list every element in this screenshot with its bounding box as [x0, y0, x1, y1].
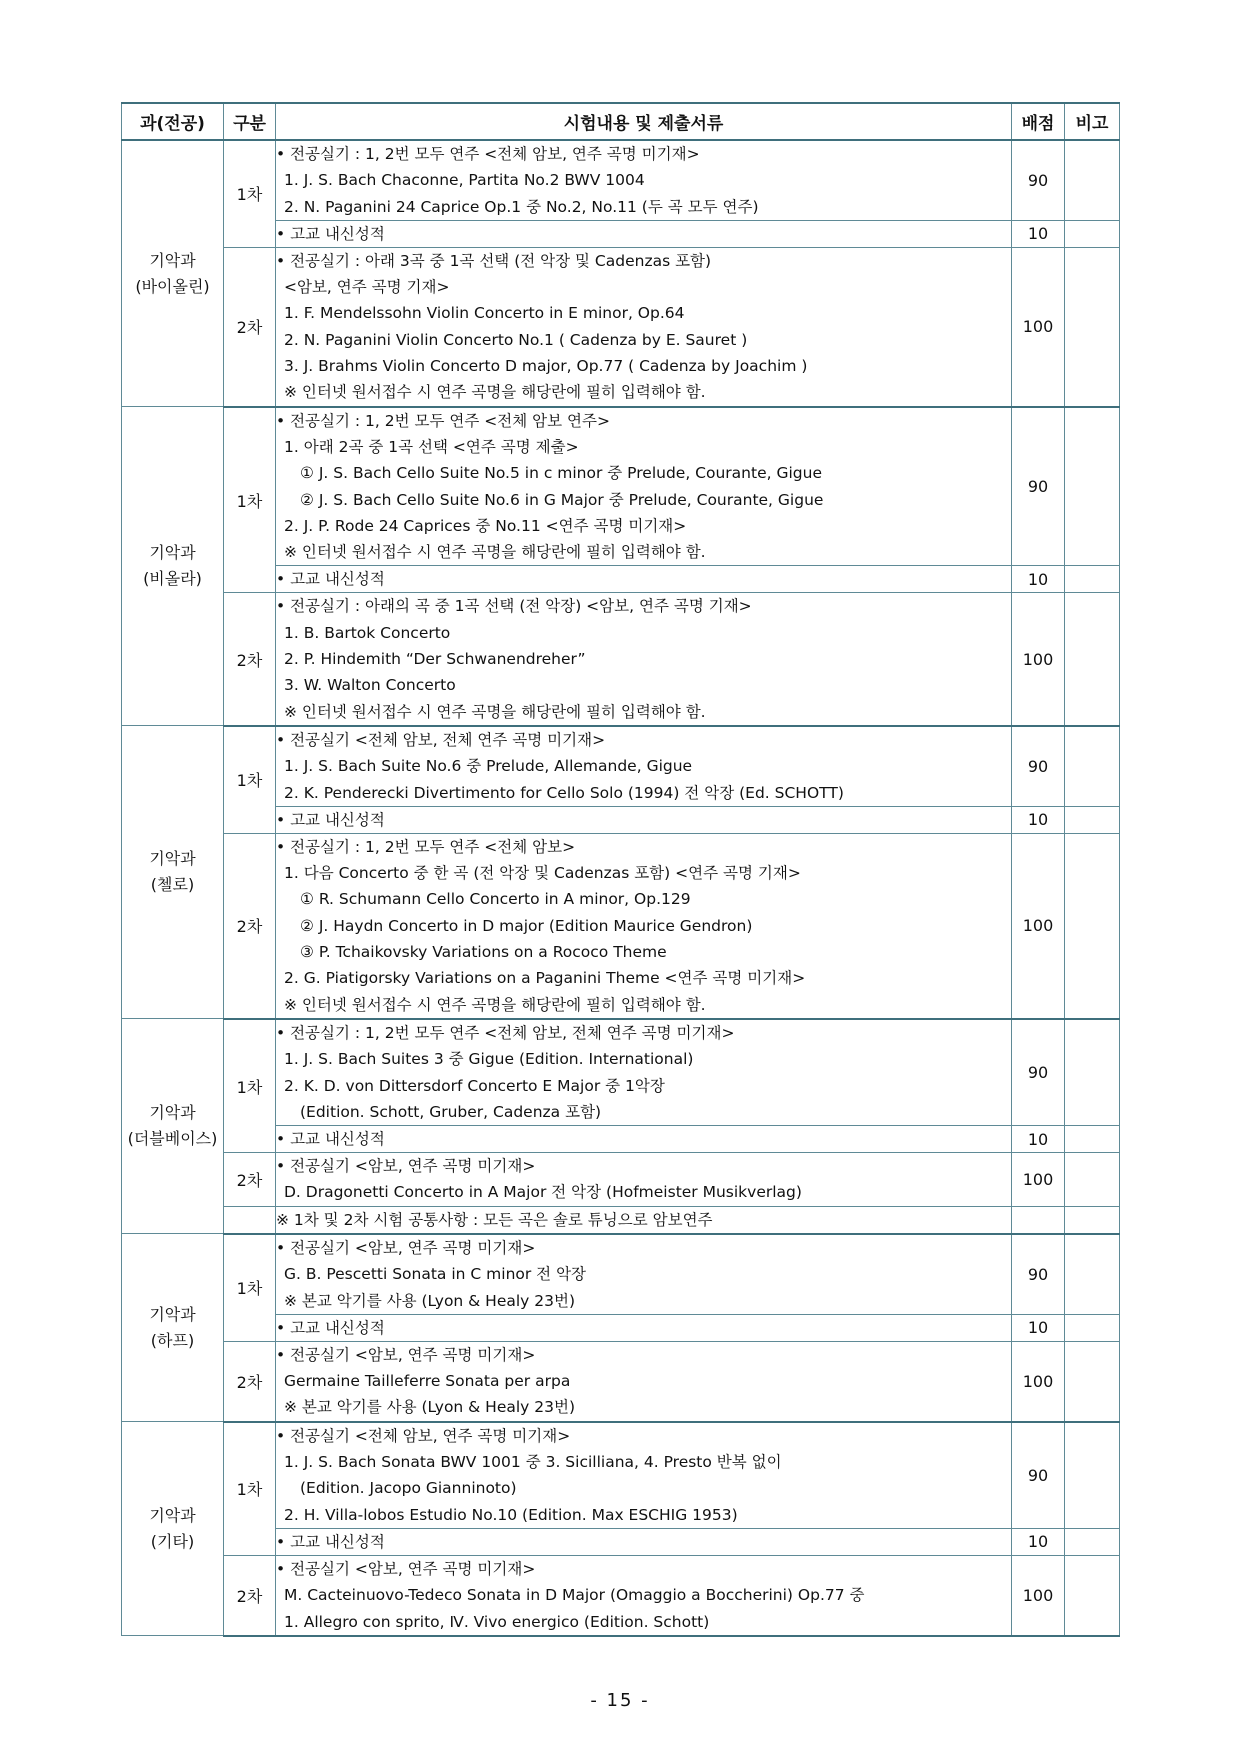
score-cell: 100 — [1012, 593, 1065, 726]
score-cell — [1012, 1206, 1065, 1234]
dept-label: (비올라) — [143, 569, 202, 589]
table-row — [122, 140, 1120, 220]
stage-cell — [224, 1206, 276, 1234]
content-line: ※ 본교 악기를 사용 (Lyon & Healy 23번) — [284, 1398, 576, 1417]
dept-label: (바이올린) — [135, 276, 210, 296]
score-cell: 10 — [1012, 220, 1065, 247]
stage-cell: 2차 — [224, 833, 276, 1019]
content-line: ※ 인터넷 원서접수 시 연주 곡명을 해당란에 필히 입력해야 함. — [284, 543, 706, 562]
content-line: ② J. S. Bach Cello Suite No.6 in G Major 중 Prelude, Courante, Gigue — [300, 490, 824, 509]
content-line: • 고교 내신성적 — [276, 810, 385, 829]
score-cell: 10 — [1012, 806, 1065, 833]
content-line: • 고교 내신성적 — [276, 1532, 385, 1551]
content-line: 2. N. Paganini 24 Caprice Op.1 중 No.2, No.11 (두 곡 모두 연주) — [284, 197, 759, 216]
content-line: D. Dragonetti Concerto in A Major 전 악장 (Hofmeister Musikverlag) — [284, 1183, 802, 1202]
content-line: 1. 아래 2곡 중 1곡 선택 <연주 곡명 제출> — [284, 437, 579, 456]
content-line: (Edition. Jacopo Gianninoto) — [300, 1479, 517, 1498]
content-cell — [276, 247, 1012, 406]
note-cell — [1065, 1555, 1120, 1635]
content-cell — [276, 1341, 1012, 1421]
content-line: • 고교 내신성적 — [276, 1130, 385, 1149]
content-line: 2. G. Piatigorsky Variations on a Paganini Theme <연주 곡명 미기재> — [284, 969, 806, 988]
dept-cell — [122, 726, 224, 1019]
dept-label: (첼로) — [150, 875, 195, 895]
table-row — [122, 593, 1120, 726]
content-cell — [276, 140, 1012, 220]
score-cell: 90 — [1012, 1234, 1065, 1314]
note-cell — [1065, 1314, 1120, 1341]
content-line: 2. N. Paganini Violin Concerto No.1 ( Cadenza by E. Sauret ) — [284, 330, 748, 349]
content-cell — [276, 833, 1012, 1019]
content-line: • 전공실기 <전체 암보, 전체 연주 곡명 미기재> — [276, 730, 606, 749]
dept-cell — [122, 1019, 224, 1234]
dept-label: (기타) — [150, 1531, 195, 1551]
table-row — [122, 1153, 1120, 1207]
stage-cell: 2차 — [224, 1341, 276, 1421]
header-note: 비고 — [1065, 103, 1120, 140]
dept-label: (더블베이스) — [127, 1129, 218, 1149]
content-cell — [276, 593, 1012, 726]
content-line: ※ 1차 및 2차 시험 공통사항 : 모든 곡은 솔로 튜닝으로 암보연주 — [276, 1210, 713, 1229]
content-line: Germaine Tailleferre Sonata per arpa — [284, 1372, 571, 1391]
content-line: • 전공실기 <암보, 연주 곡명 미기재> — [276, 1345, 536, 1364]
table-row — [122, 407, 1120, 566]
score-cell: 10 — [1012, 566, 1065, 593]
dept-label: 기악과 — [149, 1304, 196, 1324]
note-cell — [1065, 593, 1120, 726]
content-line: 3. J. Brahms Violin Concerto D major, Op.77 ( Cadenza by Joachim ) — [284, 357, 808, 376]
content-cell — [276, 1153, 1012, 1207]
content-line: • 전공실기 <암보, 연주 곡명 미기재> — [276, 1559, 536, 1578]
note-cell — [1065, 247, 1120, 406]
note-cell — [1065, 566, 1120, 593]
note-cell — [1065, 833, 1120, 1019]
table-body — [122, 140, 1120, 1636]
content-line: • 전공실기 : 1, 2번 모두 연주 <전체 암보, 전체 연주 곡명 미기재> — [276, 1023, 735, 1042]
dept-cell — [122, 1234, 224, 1422]
content-line: • 전공실기 : 1, 2번 모두 연주 <전체 암보, 연주 곡명 미기재> — [276, 145, 700, 163]
content-cell — [276, 806, 1012, 833]
stage-cell: 2차 — [224, 1153, 276, 1207]
content-line: 2. K. Penderecki Divertimento for Cello Solo (1994) 전 악장 (Ed. SCHOTT) — [284, 783, 844, 802]
score-cell: 10 — [1012, 1126, 1065, 1153]
header-dept: 과(전공) — [122, 103, 224, 140]
stage-cell: 1차 — [224, 726, 276, 833]
content-cell — [276, 1234, 1012, 1314]
stage-cell: 1차 — [224, 140, 276, 247]
content-line: • 전공실기 <암보, 연주 곡명 미기재> — [276, 1238, 536, 1257]
note-cell — [1065, 1234, 1120, 1314]
content-line: (Edition. Schott, Gruber, Cadenza 포함) — [300, 1102, 602, 1121]
content-line: M. Cacteinuovo-Tedeco Sonata in D Major (Omaggio a Boccherini) Op.77 중 — [284, 1586, 865, 1605]
table-row — [122, 726, 1120, 806]
content-cell — [276, 1555, 1012, 1635]
stage-cell: 2차 — [224, 247, 276, 406]
score-cell: 100 — [1012, 1153, 1065, 1207]
stage-cell: 1차 — [224, 1422, 276, 1556]
table-row — [122, 247, 1120, 406]
content-cell — [276, 1422, 1012, 1529]
content-line: • 전공실기 : 아래 3곡 중 1곡 선택 (전 악장 및 Cadenzas 포함) — [276, 251, 712, 270]
content-cell — [276, 726, 1012, 806]
score-cell: 10 — [1012, 1528, 1065, 1555]
content-line: 1. J. S. Bach Suite No.6 중 Prelude, Allemande, Gigue — [284, 757, 693, 776]
score-cell: 90 — [1012, 726, 1065, 806]
stage-cell: 2차 — [224, 593, 276, 726]
table-row — [122, 833, 1120, 1019]
dept-label: 기악과 — [149, 543, 196, 563]
content-line: G. B. Pescetti Sonata in C minor 전 악장 — [284, 1265, 587, 1284]
content-line: 1. Allegro con sprito, Ⅳ. Vivo energico (Edition. Schott) — [284, 1612, 710, 1631]
dept-cell — [122, 1422, 224, 1636]
content-cell — [276, 1206, 1012, 1234]
score-cell: 90 — [1012, 1019, 1065, 1126]
content-line: 2. K. D. von Dittersdorf Concerto E Major 중 1악장 — [284, 1076, 665, 1095]
header-content: 시험내용 및 제출서류 — [276, 103, 1012, 140]
note-cell — [1065, 140, 1120, 220]
content-line: 1. F. Mendelssohn Violin Concerto in E minor, Op.64 — [284, 304, 685, 323]
dept-label: 기악과 — [149, 250, 196, 270]
score-cell: 100 — [1012, 833, 1065, 1019]
content-line: ※ 인터넷 원서접수 시 연주 곡명을 해당란에 필히 입력해야 함. — [284, 702, 706, 721]
content-line: <암보, 연주 곡명 기재> — [284, 278, 450, 297]
stage-cell: 1차 — [224, 1234, 276, 1341]
content-cell — [276, 1126, 1012, 1153]
content-line: 1. J. S. Bach Chaconne, Partita No.2 BWV 1004 — [284, 171, 645, 190]
dept-cell — [122, 407, 224, 726]
score-cell: 100 — [1012, 1555, 1065, 1635]
content-line: ③ P. Tchaikovsky Variations on a Rococo Theme — [300, 943, 667, 962]
note-cell — [1065, 407, 1120, 566]
content-line: ※ 인터넷 원서접수 시 연주 곡명을 해당란에 필히 입력해야 함. — [284, 995, 706, 1014]
note-cell — [1065, 1341, 1120, 1421]
content-line: 2. H. Villa-lobos Estudio No.10 (Edition. Max ESCHIG 1953) — [284, 1505, 738, 1524]
content-line: • 전공실기 : 1, 2번 모두 연주 <전체 암보 연주> — [276, 411, 610, 430]
note-cell — [1065, 1153, 1120, 1207]
content-line: 3. W. Walton Concerto — [284, 676, 456, 695]
score-cell: 90 — [1012, 407, 1065, 566]
score-cell: 100 — [1012, 247, 1065, 406]
score-cell: 10 — [1012, 1314, 1065, 1341]
content-line: ※ 본교 악기를 사용 (Lyon & Healy 23번) — [284, 1291, 576, 1310]
content-cell — [276, 1528, 1012, 1555]
table-row — [122, 1555, 1120, 1635]
dept-label: (하프) — [150, 1330, 195, 1350]
table-row — [122, 1422, 1120, 1529]
content-line: • 고교 내신성적 — [276, 1318, 385, 1337]
note-cell — [1065, 1422, 1120, 1529]
content-line: • 전공실기 <암보, 연주 곡명 미기재> — [276, 1157, 536, 1176]
stage-cell: 2차 — [224, 1555, 276, 1635]
note-cell — [1065, 726, 1120, 806]
content-line: • 전공실기 : 1, 2번 모두 연주 <전체 암보> — [276, 837, 576, 856]
note-cell — [1065, 1528, 1120, 1555]
header-stage: 구분 — [224, 103, 276, 140]
content-line: ① J. S. Bach Cello Suite No.5 in c minor 중 Prelude, Courante, Gigue — [300, 464, 822, 483]
dept-cell — [122, 140, 224, 407]
content-line: ※ 인터넷 원서접수 시 연주 곡명을 해당란에 필히 입력해야 함. — [284, 383, 706, 402]
content-cell — [276, 1314, 1012, 1341]
dept-label: 기악과 — [149, 849, 196, 869]
content-line: 1. J. S. Bach Sonata BWV 1001 중 3. Sicilliana, 4. Presto 반복 없이 — [284, 1453, 782, 1472]
content-line: 1. J. S. Bach Suites 3 중 Gigue (Edition. International) — [284, 1050, 694, 1069]
content-line: • 전공실기 : 아래의 곡 중 1곡 선택 (전 악장) <암보, 연주 곡명 기재> — [276, 597, 752, 616]
table-row — [122, 1206, 1120, 1234]
score-cell: 90 — [1012, 1422, 1065, 1529]
table-row — [122, 1234, 1120, 1314]
page-number: - 15 - — [590, 1690, 650, 1711]
content-line: 2. P. Hindemith “Der Schwanendreher” — [284, 650, 586, 669]
content-line: • 고교 내신성적 — [276, 224, 385, 243]
content-line: 2. J. P. Rode 24 Caprices 중 No.11 <연주 곡명 미기재> — [284, 516, 687, 535]
score-cell: 100 — [1012, 1341, 1065, 1421]
dept-label: 기악과 — [149, 1505, 196, 1525]
note-cell — [1065, 1019, 1120, 1126]
content-line: 1. 다음 Concerto 중 한 곡 (전 악장 및 Cadenzas 포함) <연주 곡명 기재> — [284, 864, 801, 883]
note-cell — [1065, 220, 1120, 247]
content-line: ② J. Haydn Concerto in D major (Edition Maurice Gendron) — [300, 916, 753, 935]
table-row — [122, 1019, 1120, 1126]
dept-label: 기악과 — [149, 1103, 196, 1123]
content-cell — [276, 566, 1012, 593]
score-cell: 90 — [1012, 140, 1065, 220]
exam-requirements-table — [121, 102, 1120, 1637]
stage-cell: 1차 — [224, 1019, 276, 1153]
table-row — [122, 1341, 1120, 1421]
note-cell — [1065, 1126, 1120, 1153]
content-line: 1. B. Bartok Concerto — [284, 623, 451, 642]
content-line: ① R. Schumann Cello Concerto in A minor, Op.129 — [300, 890, 691, 909]
stage-cell: 1차 — [224, 407, 276, 593]
note-cell — [1065, 806, 1120, 833]
content-line: • 전공실기 <전체 암보, 연주 곡명 미기재> — [276, 1426, 571, 1445]
content-line: • 고교 내신성적 — [276, 570, 385, 589]
note-cell — [1065, 1206, 1120, 1234]
content-cell — [276, 220, 1012, 247]
table-header-row — [122, 103, 1120, 140]
header-score: 배점 — [1012, 103, 1065, 140]
content-cell — [276, 407, 1012, 566]
content-cell — [276, 1019, 1012, 1126]
